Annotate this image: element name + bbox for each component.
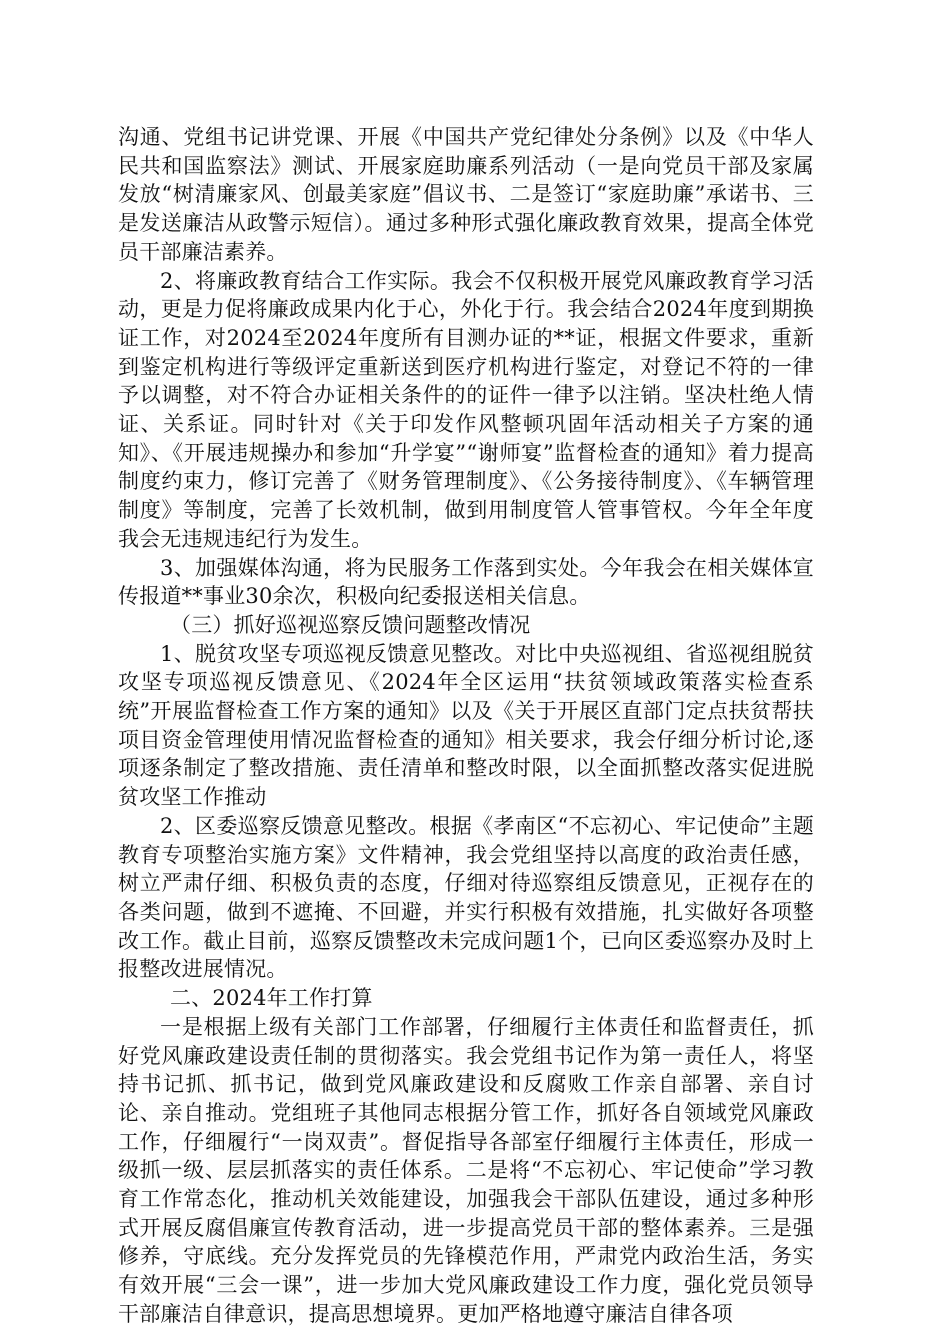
- paragraph-item-2: 2、将廉政教育结合工作实际。我会不仅积极开展党风廉政教育学习活动，更是力促将廉政成果内化于心，外化于行。我会结合2024年度到期换证工作，对2024至2024年度所有目测办证的**证，根据文件要求，重新到鉴定机构进行等级评定重新送到医疗机构进行鉴定，对登记不符的一律予以调整，对不符合办证相关条件的的证件一律予以注销。坚决杜绝人情证、关系证。同时针对《关于印发作风整顿巩固年活动相关子方案的通知》、《开展违规操办和参加“升学宴”“谢师宴”监督检查的通知》着力提高制度约束力，修订完善了《财务管理制度》、《公务接待制度》、《车辆管理制度》等制度，完善了长效机制，做到用制度管人管事管权。今年全年度我会无违规违纪行为发生。: [118, 268, 814, 551]
- paragraph-item-3: 3、加强媒体沟通，将为民服务工作落到实处。今年我会在相关媒体宣传报道**事业30余次，积极向纪委报送相关信息。: [118, 555, 814, 609]
- paragraph-continuation: 沟通、党组书记讲党课、开展《中国共产党纪律处分条例》以及《中华人民共和国监察法》测试、开展家庭助廉系列活动（一是向党员干部及家属发放“树清廉家风、创最美家庭”倡议书、二是签订“家庭助廉”承诺书、三是发送廉洁从政警示短信）。通过多种形式强化廉政教育效果，提高全体党员干部廉洁素养。: [118, 125, 814, 264]
- paragraph-plan: 一是根据上级有关部门工作部署，仔细履行主体责任和监督责任，抓好党风廉政建设责任制的贯彻落实。我会党组书记作为第一责任人，将坚持书记抓、抓书记，做到党风廉政建设和反腐败工作亲自部署、亲自讨论、亲自推动。党组班子其他同志根据分管工作，抓好各自领域党风廉政工作，仔细履行“一岗双责”。督促指导各部室仔细履行主体责任，形成一级抓一级、层层抓落实的责任体系。二是将“不忘初心、牢记使命”学习教育工作常态化，推动机关效能建设，加强我会干部队伍建设，通过多种形式开展反腐倡廉宣传教育活动，进一步提高党员干部的整体素养。三是强修养，守底线。充分发挥党员的先锋模范作用，严肃党内政治生活，务实有效开展“三会一课”，进一步加大党风廉政建设工作力度，强化党员领导干部廉洁自律意识，提高思想境界。更加严格地遵守廉洁自律各项: [118, 1014, 814, 1326]
- document-body: [118, 123, 814, 1329]
- paragraph-rectification-1: 1、脱贫攻坚专项巡视反馈意见整改。对比中央巡视组、省巡视组脱贫攻坚专项巡视反馈意见、《2024年全区运用“扶贫领域政策落实检查系统”开展监督检查工作方案的通知》以及《关于开展区直部门定点扶贫帮扶项目资金管理使用情况监督检查的通知》相关要求，我会仔细分析讨论,逐项逐条制定了整改措施、责任清单和整改时限，以全面抓整改落实促进脱贫攻坚工作推动: [118, 641, 814, 810]
- section-heading-plan: 二、2024年工作打算: [170, 986, 373, 1011]
- section-heading-3: （三）抓好巡视巡察反馈问题整改情况: [170, 612, 531, 637]
- paragraph-rectification-2: 2、区委巡察反馈意见整改。根据《孝南区“不忘初心、牢记使命”主题教育专项整治实施方案》文件精神，我会党组坚持以高度的政治责任感，树立严肃仔细、积极负责的态度，仔细对待巡察组反馈意见，正视存在的各类问题，做到不遮掩、不回避，并实行积极有效措施，扎实做好各项整改工作。截止目前，巡察反馈整改未完成问题1个，已向区委巡察办及时上报整改进展情况。: [118, 813, 814, 982]
